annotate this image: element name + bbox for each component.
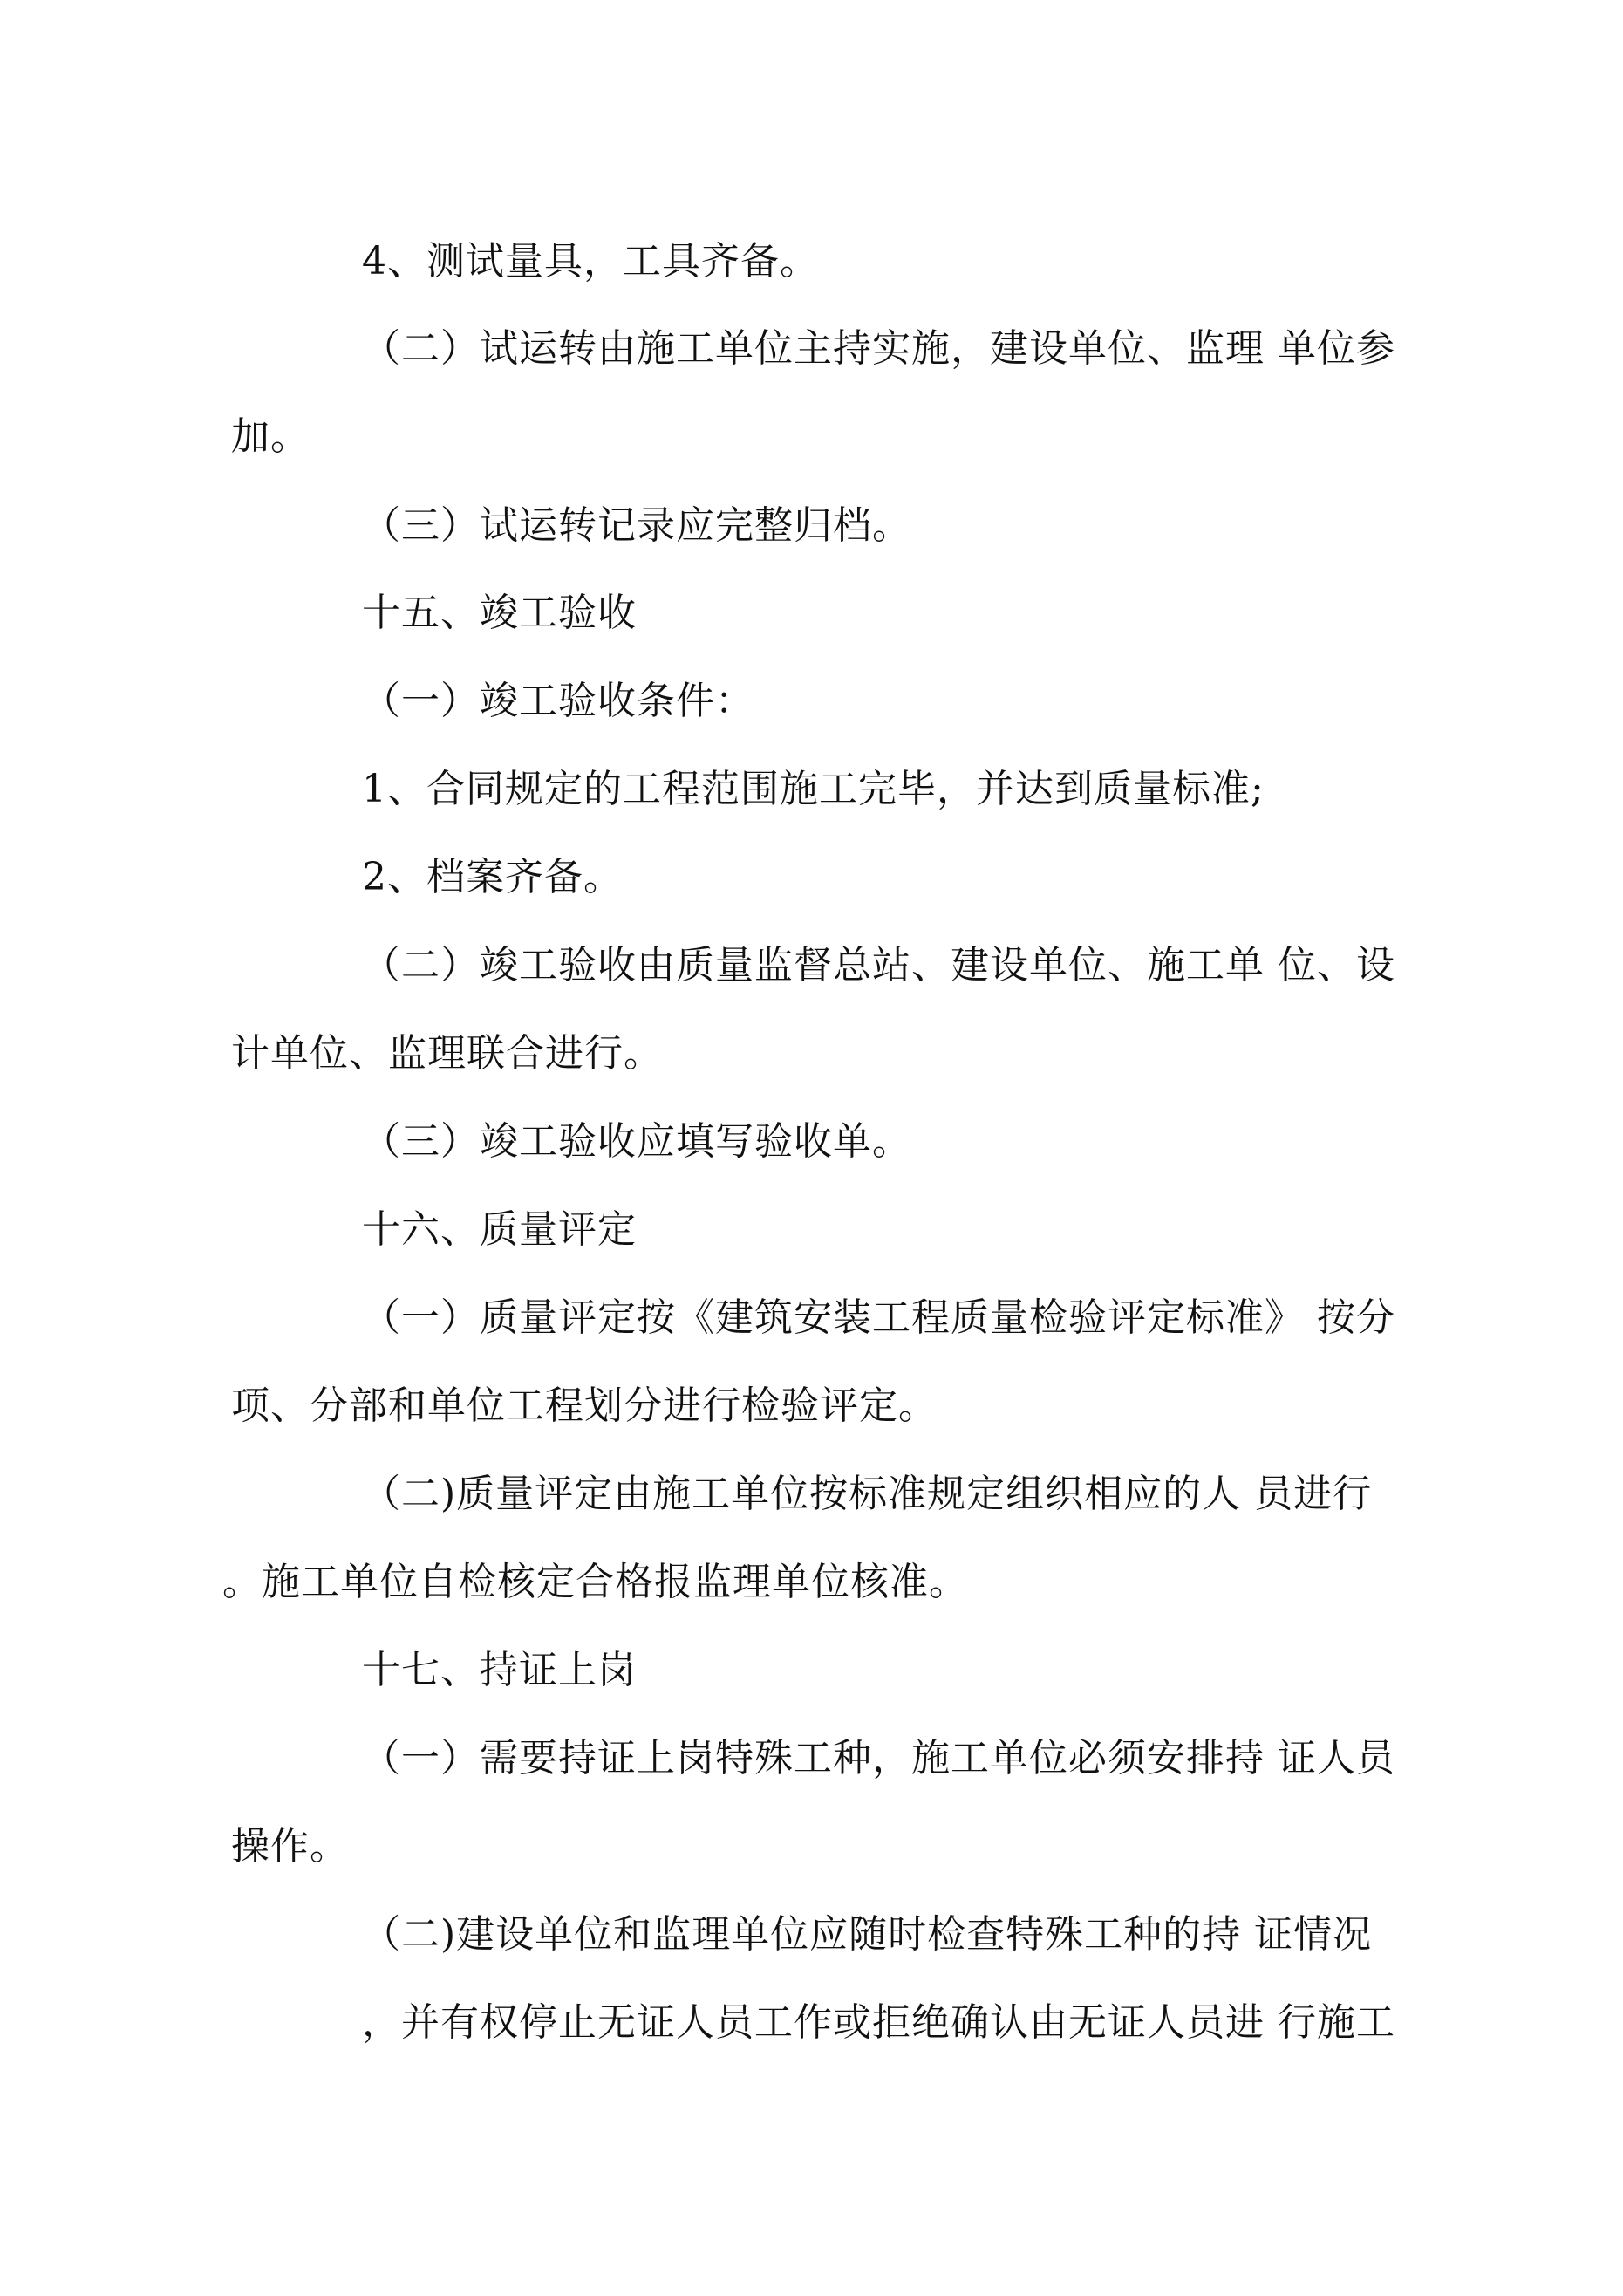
section-heading-17: 十七、持证上岗 — [362, 1648, 637, 1692]
text-line-11: （三）竣工验收应填写验收单。 — [362, 1119, 911, 1164]
section-heading-15: 十五、竣工验收 — [362, 591, 637, 635]
text-line-14: 项、分部和单位工程划分进行检验评定。 — [231, 1384, 938, 1428]
text-line-18: （一）需要持证上岗特殊工种，施工单位必须安排持 证人员 — [362, 1736, 1395, 1780]
text-line-15: （二)质量评定由施工单位按标准规定组织相应的人 员进行 — [362, 1472, 1373, 1516]
text-line-19: 操作。 — [231, 1824, 349, 1869]
text-line-2: （二）试运转由施工单位主持实施，建设单位、监理 单位参 — [362, 326, 1395, 371]
section-heading-16: 十六、质量评定 — [362, 1207, 637, 1252]
text-line-6: （一）竣工验收条件： — [362, 679, 754, 723]
text-line-16: 。施工单位自检核定合格报监理单位核准。 — [222, 1560, 968, 1604]
text-line-3: 加。 — [231, 414, 310, 459]
text-line-21: ，并有权停止无证人员工作或拒绝确认由无证人员进 行施工 — [362, 2000, 1395, 2045]
text-line-4: （三）试运转记录应完整归档。 — [362, 503, 911, 548]
text-line-10: 计单位、监理联合进行。 — [231, 1031, 663, 1076]
text-line-20: （二)建设单位和监理单位应随时检查特殊工种的持 证情况 — [362, 1912, 1373, 1957]
text-line-9: （二）竣工验收由质量监督总站、建设单位、施工单 位、设 — [362, 943, 1395, 987]
text-line-1: 4、测试量具，工具齐备。 — [362, 239, 819, 284]
text-line-7: 1、合同规定的工程范围施工完毕，并达到质量标准; — [362, 767, 1265, 811]
text-line-13: （一）质量评定按《建筑安装工程质量检验评定标准》 按分 — [362, 1295, 1395, 1340]
text-line-8: 2、档案齐备。 — [362, 855, 623, 899]
